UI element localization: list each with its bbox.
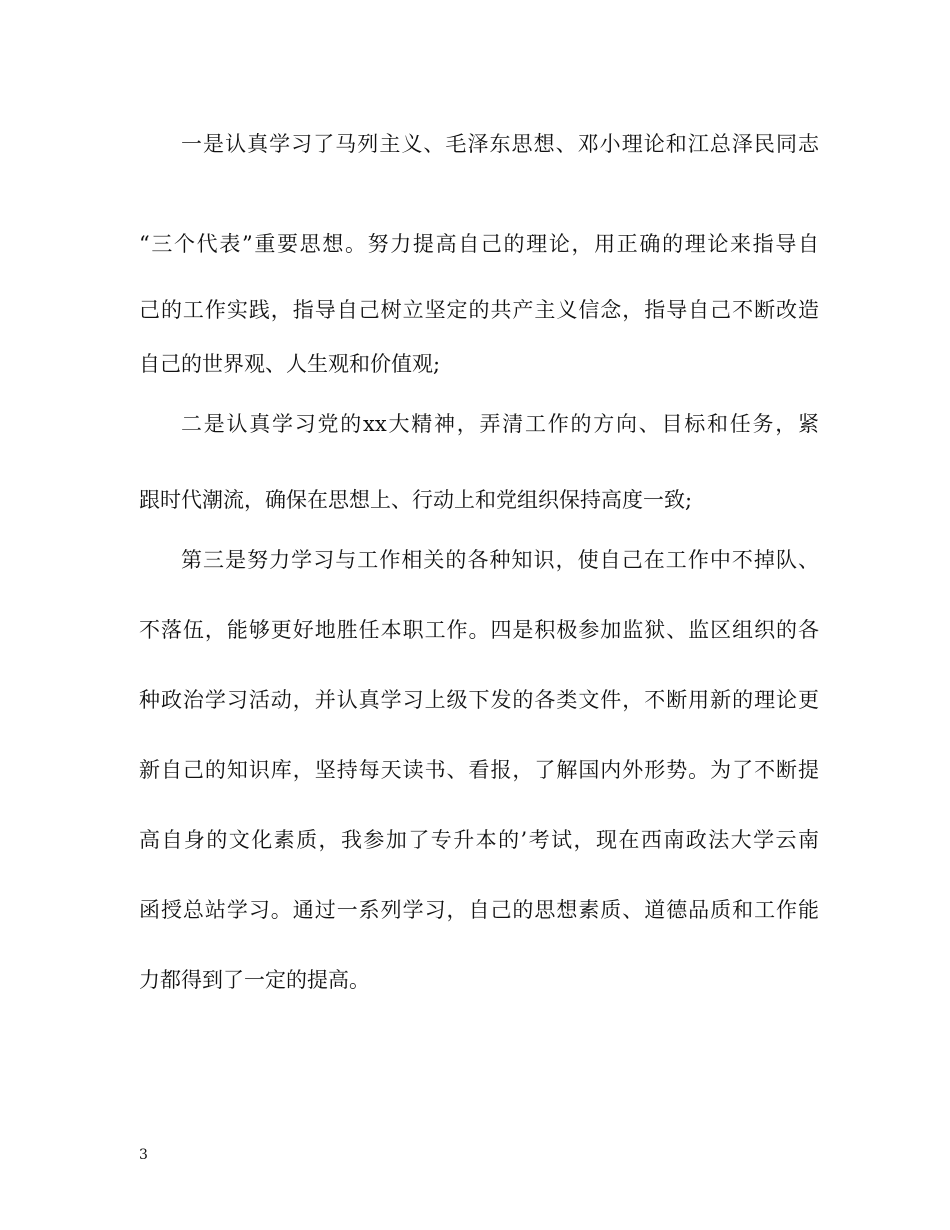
- paragraph-3-line-4: 新自己的知识库，坚持每天读书、看报，了解国内外形势。为了不断提: [139, 758, 819, 782]
- paragraph-1-line-1: 一是认真学习了马列主义、毛泽东思想、邓小理论和江总泽民同志: [181, 132, 819, 156]
- paragraph-1-line-3: 己的工作实践，指导自己树立坚定的共产主义信念，指导自己不断改造: [139, 298, 819, 322]
- paragraph-3-line-3: 种政治学习活动，并认真学习上级下发的各类文件，不断用新的理论更: [139, 688, 819, 712]
- paragraph-3-line-5: 高自身的文化素质，我参加了专升本的’考试，现在西南政法大学云南: [139, 828, 819, 852]
- paragraph-3-line-1: 第三是努力学习与工作相关的各种知识，使自己在工作中不掉队、: [181, 548, 819, 572]
- paragraph-1-line-2: “三个代表”重要思想。努力提高自己的理论，用正确的理论来指导自: [139, 232, 819, 256]
- paragraph-2-line-2: 跟时代潮流，确保在思想上、行动上和党组织保持高度一致;: [139, 488, 693, 512]
- paragraph-3-line-2: 不落伍，能够更好地胜任本职工作。四是积极参加监狱、监区组织的各: [139, 618, 819, 642]
- paragraph-2-line-1: 二是认真学习党的xx大精神，弄清工作的方向、目标和任务，紧: [181, 412, 819, 436]
- paragraph-1-line-4: 自己的世界观、人生观和价值观;: [139, 352, 441, 376]
- page-number: 3: [139, 1147, 148, 1163]
- paragraph-3-line-6: 函授总站学习。通过一系列学习，自己的思想素质、道德品质和工作能: [139, 898, 819, 922]
- paragraph-3-line-7: 力都得到了一定的提高。: [139, 968, 370, 992]
